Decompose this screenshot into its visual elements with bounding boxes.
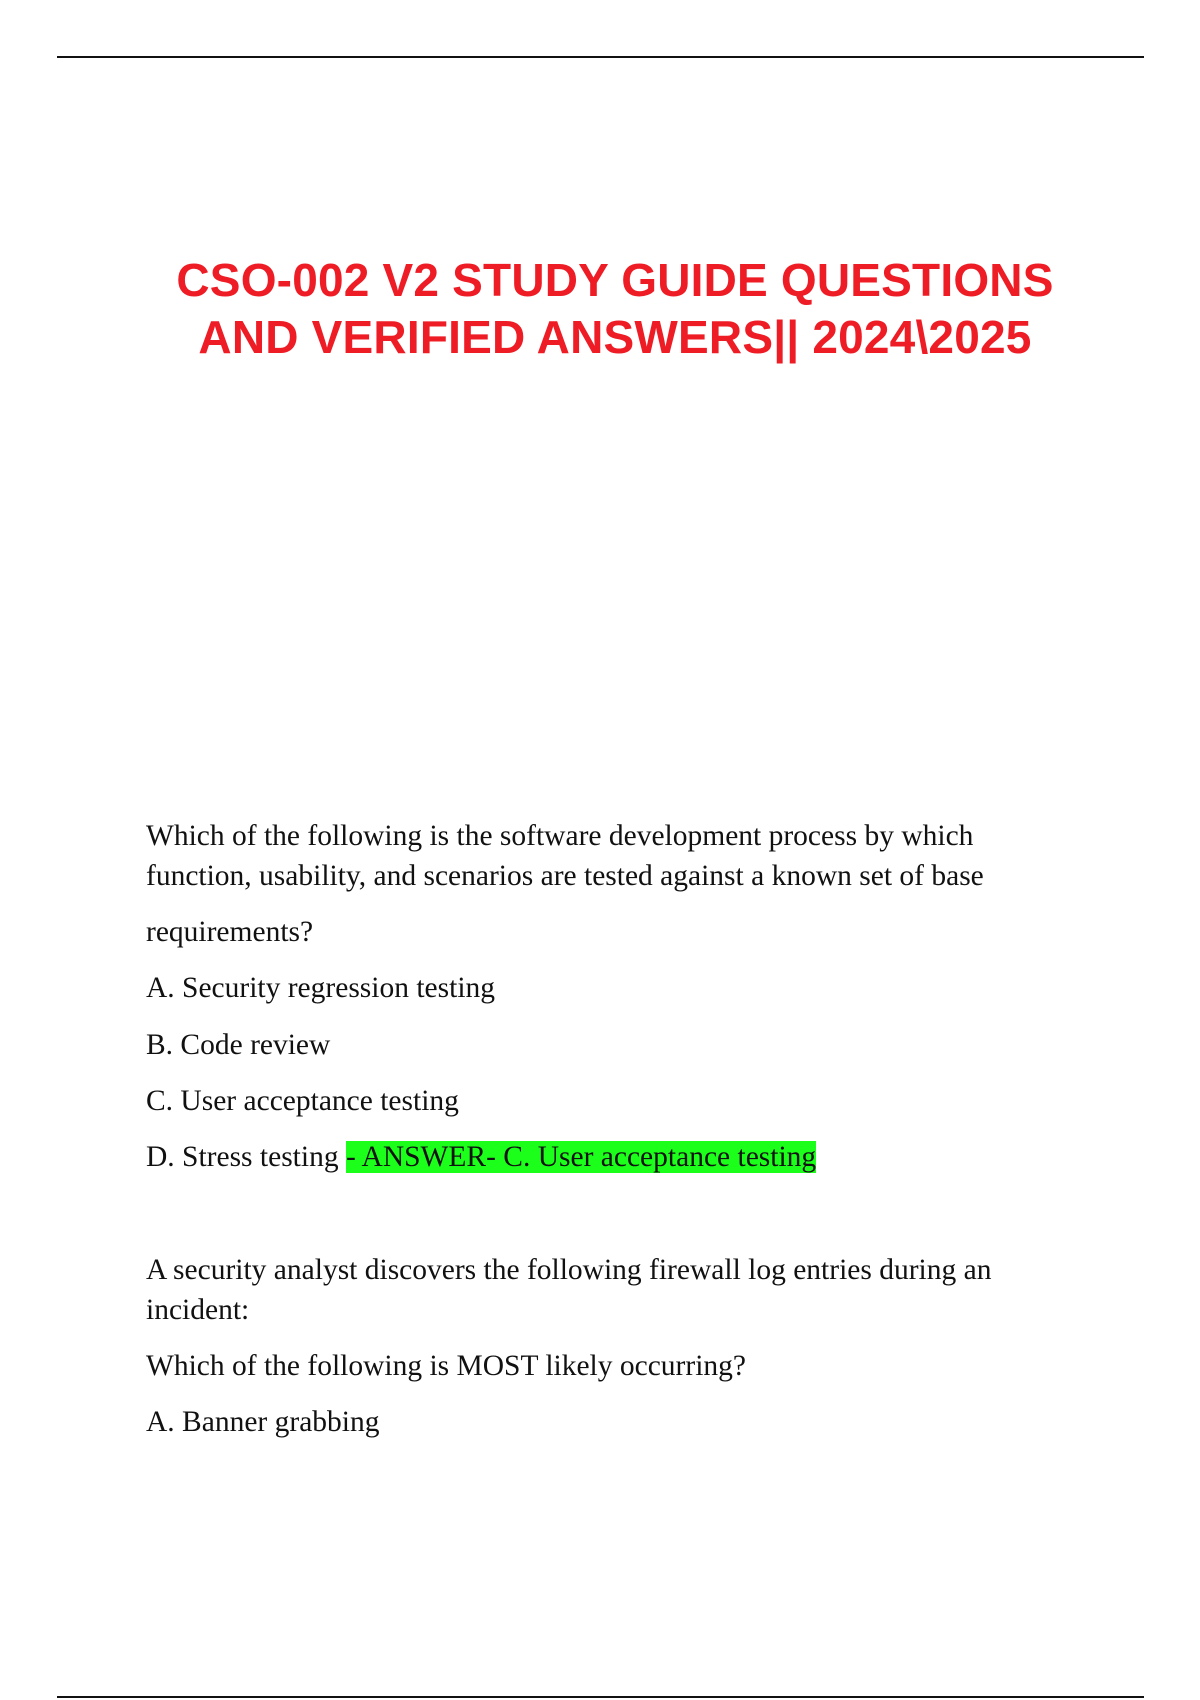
question-1-stem-line-1: Which of the following is the software development process by which [146, 820, 974, 852]
question-2-stem-line-1: A security analyst discovers the following firewall log entries during an [146, 1254, 992, 1286]
question-1-option-b: B. Code review [146, 1029, 331, 1061]
question-1-option-d: D. Stress testing [146, 1141, 339, 1173]
question-1-stem-line-3: requirements? [146, 916, 314, 948]
title-line-2: AND VERIFIED ANSWERS|| 2024\2025 [198, 311, 1032, 363]
bottom-rule [57, 1696, 1144, 1698]
question-2-prompt: Which of the following is MOST likely occurring? [146, 1350, 746, 1382]
question-2-option-a: A. Banner grabbing [146, 1406, 380, 1438]
question-1-option-a: A. Security regression testing [146, 972, 496, 1004]
title-line-1: CSO-002 V2 STUDY GUIDE QUESTIONS [176, 254, 1054, 306]
question-1-answer-highlight: - ANSWER- C. User acceptance testing [345, 1141, 817, 1173]
question-1-stem-line-2: function, usability, and scenarios are tested against a known set of base [146, 860, 984, 892]
question-1-option-d-line [146, 1137, 1106, 1177]
question-1-option-c: C. User acceptance testing [146, 1085, 459, 1117]
question-2-stem-line-2: incident: [146, 1294, 250, 1326]
document-title [60, 252, 1170, 366]
top-rule [57, 56, 1144, 58]
